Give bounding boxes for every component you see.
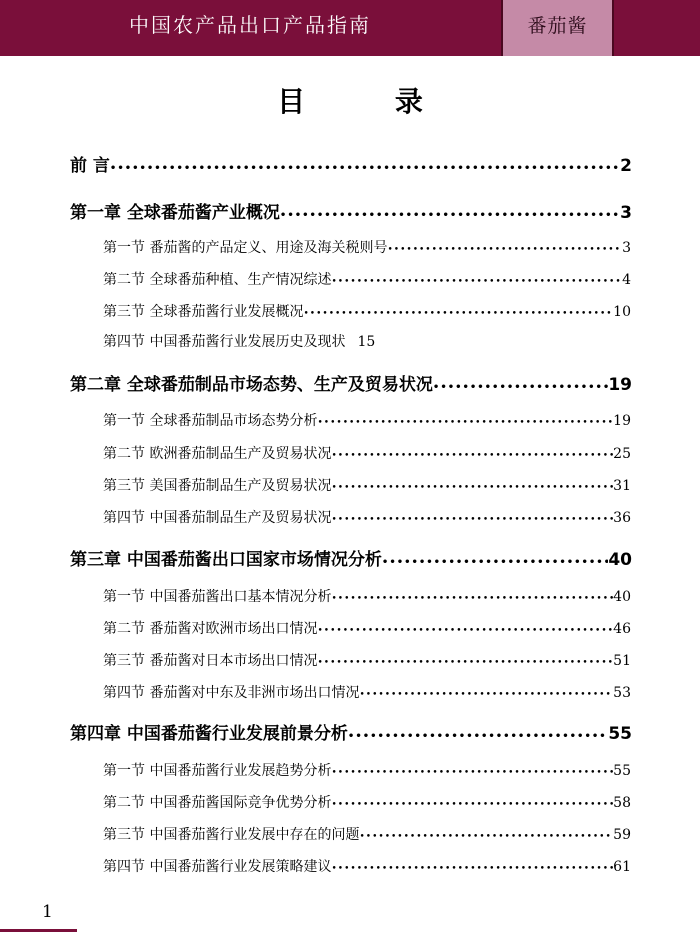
leader-dots	[387, 240, 622, 256]
toc-entry-page: 55	[613, 763, 631, 779]
toc-entry-section[interactable]	[103, 618, 631, 638]
toc-entry-section[interactable]	[103, 856, 631, 876]
leader-dots	[331, 859, 613, 875]
toc-entry-chapter-3[interactable]	[70, 545, 632, 570]
leader-dots	[433, 375, 608, 395]
toc-entry-section[interactable]	[103, 443, 631, 463]
toc-entry-page: 46	[613, 621, 631, 637]
toc-entry-chapter-1[interactable]	[70, 198, 632, 223]
toc-entry-label: 第二节 欧洲番茄制品生产及贸易状况	[103, 446, 332, 462]
toc-entry-label: 第四节 番茄酱对中东及非洲市场出口情况	[103, 685, 360, 701]
toc-entry-section[interactable]	[103, 410, 631, 430]
toc-entry-section[interactable]	[103, 475, 631, 495]
header-bar	[0, 0, 700, 56]
toc-entry-page: 31	[613, 478, 631, 494]
toc-entry-label: 第三节 美国番茄制品生产及贸易状况	[103, 478, 332, 494]
toc-entry-label: 第一节 中国番茄酱行业发展趋势分析	[103, 763, 332, 779]
header-title: 中国农产品出口产品指南	[129, 13, 371, 37]
toc-entry-label: 第二节 中国番茄酱国际竞争优势分析	[103, 795, 332, 811]
toc-entry-page: 59	[613, 827, 631, 843]
toc-entry-section[interactable]	[103, 682, 631, 702]
leader-dots	[331, 510, 613, 526]
leader-dots	[303, 304, 613, 320]
toc-entry-label: 第四节 中国番茄酱行业发展历史及现状	[103, 334, 346, 350]
leader-dots	[110, 156, 620, 176]
toc-entry-section[interactable]	[103, 507, 631, 527]
toc-entry-section[interactable]	[103, 824, 631, 844]
leader-dots	[359, 827, 613, 843]
toc-entry-section[interactable]	[103, 650, 631, 670]
toc-entry-section[interactable]	[103, 237, 631, 257]
leader-dots	[331, 763, 613, 779]
toc-entry-page: 51	[613, 653, 631, 669]
toc-entry-page: 3	[620, 203, 632, 223]
toc-entry-label: 第一章 全球番茄酱产业概况	[70, 203, 280, 223]
toc-entry-label: 第三节 番茄酱对日本市场出口情况	[103, 653, 318, 669]
toc-entry-page: 40	[613, 589, 631, 605]
toc-entry-label: 第二节 全球番茄种植、生产情况综述	[103, 272, 332, 288]
toc-entry-page: 19	[613, 413, 631, 429]
leader-dots	[348, 724, 608, 744]
toc-entry-page: 4	[622, 272, 631, 288]
toc-entry-page: 2	[620, 156, 632, 176]
toc-entry-page: 25	[613, 446, 631, 462]
toc-title: 目 录	[277, 85, 463, 118]
leader-dots	[331, 446, 613, 462]
toc-entry-label: 第四节 中国番茄酱行业发展策略建议	[103, 859, 332, 875]
header-product-tag: 番茄酱	[501, 0, 614, 56]
toc-entry-label: 第四节 中国番茄制品生产及贸易状况	[103, 510, 332, 526]
toc-entry-label: 第二章 全球番茄制品市场态势、生产及贸易状况	[70, 375, 433, 395]
toc-entry-label: 第三节 全球番茄酱行业发展概况	[103, 304, 304, 320]
toc-entry-label: 前 言	[70, 156, 110, 176]
leader-dots	[331, 478, 613, 494]
toc-entry-page: 15	[357, 334, 376, 350]
toc-entry-label: 第一节 中国番茄酱出口基本情况分析	[103, 589, 332, 605]
toc-entry-label: 第二节 番茄酱对欧洲市场出口情况	[103, 621, 318, 637]
toc-entry-page: 53	[613, 685, 631, 701]
toc-entry-section[interactable]	[103, 269, 631, 289]
leader-dots	[317, 653, 613, 669]
toc-entry-label: 第四章 中国番茄酱行业发展前景分析	[70, 724, 348, 744]
toc-entry-section[interactable]	[103, 760, 631, 780]
toc-entry-section[interactable]	[103, 331, 631, 351]
toc-entry-section[interactable]	[103, 792, 631, 812]
leader-dots	[331, 272, 622, 288]
toc-entry-section[interactable]	[103, 586, 631, 606]
toc-entry-page: 58	[613, 795, 631, 811]
leader-dots	[331, 795, 613, 811]
toc-entry-page: 19	[608, 375, 632, 395]
toc-entry-page: 40	[608, 550, 632, 570]
toc-entry-chapter-4[interactable]	[70, 719, 632, 744]
toc-entry-label: 第一节 全球番茄制品市场态势分析	[103, 413, 318, 429]
footer-divider	[0, 929, 77, 932]
leader-dots	[359, 685, 613, 701]
toc-entry-label: 第三章 中国番茄酱出口国家市场情况分析	[70, 550, 382, 570]
leader-dots	[317, 621, 613, 637]
toc-entry-page: 61	[613, 859, 631, 875]
leader-dots	[331, 589, 613, 605]
toc-entry-label: 第三节 中国番茄酱行业发展中存在的问题	[103, 827, 360, 843]
toc-entry-preface[interactable]	[70, 151, 632, 176]
toc-entry-page: 55	[608, 724, 632, 744]
leader-dots	[280, 203, 620, 223]
page-number: 1	[42, 902, 53, 922]
toc-entry-label: 第一节 番茄酱的产品定义、用途及海关税则号	[103, 240, 388, 256]
toc-entry-page: 10	[613, 304, 631, 320]
toc-entry-page: 36	[613, 510, 631, 526]
leader-dots	[382, 550, 608, 570]
toc-entry-section[interactable]	[103, 301, 631, 321]
toc-entry-page: 3	[622, 240, 631, 256]
leader-dots	[317, 413, 613, 429]
toc-entry-chapter-2[interactable]	[70, 370, 632, 395]
